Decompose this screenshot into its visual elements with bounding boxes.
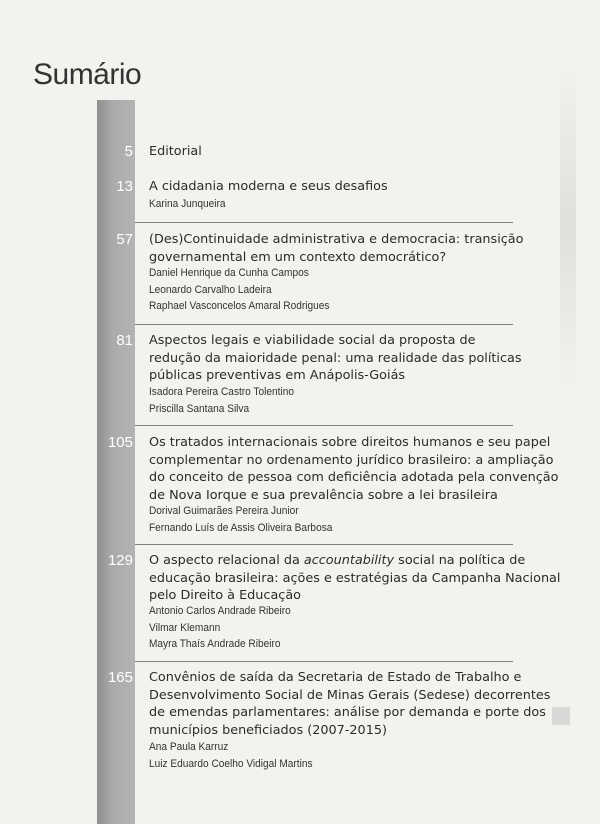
author-name: Luiz Eduardo Coelho Vidigal Martins — [149, 757, 313, 770]
entry-title-line: (Des)Continuidade administrativa e democracia: transição — [149, 232, 524, 247]
entry-page-number: 57 — [116, 231, 133, 248]
entry-title-line: de Nova Iorque e sua prevalência sobre a lei brasileira — [149, 487, 498, 503]
entry-title-line: Aspectos legais e viabilidade social da proposta de — [149, 333, 476, 348]
entry-title-line: A cidadania moderna e seus desafios — [149, 179, 388, 194]
entry-title-line: governamental em um contexto democrático? — [149, 249, 447, 265]
author-name: Priscilla Santana Silva — [149, 402, 250, 415]
author-name: Mayra Thaís Andrade Ribeiro — [149, 638, 281, 650]
entry-title — [149, 178, 569, 196]
author-name: Karina Junqueira — [149, 198, 226, 210]
entry-title-line: Os tratados internacionais sobre direitos humanos e seu papel — [149, 435, 551, 450]
entry-page-number: 13 — [116, 178, 133, 195]
entry-separator — [135, 544, 513, 545]
entry-title — [149, 552, 569, 605]
author-name: Leonardo Carvalho Ladeira — [149, 283, 272, 296]
entry-title-fragment: O aspecto relacional da — [149, 553, 304, 568]
entry-title-italic-term: accountability — [303, 553, 395, 568]
author-name: Ana Paula Karruz — [149, 741, 229, 753]
entry-title-line: Convênios de saída da Secretaria de Estado de Trabalho e — [149, 670, 522, 685]
entry-page-number: 81 — [116, 332, 133, 349]
entry-page-number: 129 — [107, 552, 133, 569]
entry-title — [149, 332, 569, 385]
entry-authors — [149, 265, 569, 315]
author-name: Daniel Henrique da Cunha Campos — [149, 267, 309, 279]
entry-authors — [149, 603, 569, 653]
entry-title-line: redução da maioridade penal: uma realidade das políticas — [149, 350, 522, 366]
entry-title-line: do conceito de pessoa com deficiência adotada pela convenção — [149, 470, 559, 485]
entry-title-line: Editorial — [149, 144, 202, 159]
entry-title-line — [149, 552, 569, 570]
entry-title-line: municípios beneficiados (2007-2015) — [149, 722, 387, 738]
entry-title — [149, 669, 569, 739]
entry-title-line: complementar no ordenamento jurídico brasileiro: a ampliação — [149, 452, 554, 468]
entry-title-line: pelo Direito à Educação — [149, 588, 301, 603]
entry-authors — [149, 196, 569, 213]
entry-separator — [135, 222, 513, 223]
author-name: Raphael Vasconcelos Amaral Rodrigues — [149, 300, 330, 312]
author-name: Dorival Guimarães Pereira Junior — [149, 505, 299, 517]
author-name: Vilmar Klemann — [149, 621, 221, 634]
page-title: Sumário — [33, 58, 142, 91]
author-name: Isadora Pereira Castro Tolentino — [149, 386, 294, 398]
entry-separator — [135, 324, 513, 325]
entry-page-number: 165 — [107, 669, 133, 686]
entry-separator — [135, 661, 513, 662]
entry-authors — [149, 739, 569, 772]
entry-title — [149, 434, 569, 504]
author-name: Fernando Luís de Assis Oliveira Barbosa — [149, 521, 333, 534]
entry-title — [149, 143, 569, 161]
entry-separator — [135, 425, 513, 426]
entry-page-number: 5 — [124, 143, 133, 160]
entry-title — [149, 231, 569, 266]
entry-title-line: de emendas parlamentares: análise por demanda e porte dos — [149, 705, 546, 720]
entry-title-line: educação brasileira: ações e estratégias da Campanha Nacional — [149, 570, 561, 586]
entry-page-number: 105 — [107, 434, 133, 451]
entry-authors — [149, 384, 569, 417]
entry-title-line: públicas preventivas em Anápolis-Goiás — [149, 368, 406, 383]
entry-authors — [149, 503, 569, 536]
page-number-bar — [97, 100, 135, 824]
entry-title-line: Desenvolvimento Social de Minas Gerais (Sedese) decorrentes — [149, 687, 551, 703]
author-name: Antonio Carlos Andrade Ribeiro — [149, 605, 291, 617]
entry-title-fragment: social na política de — [394, 553, 526, 568]
